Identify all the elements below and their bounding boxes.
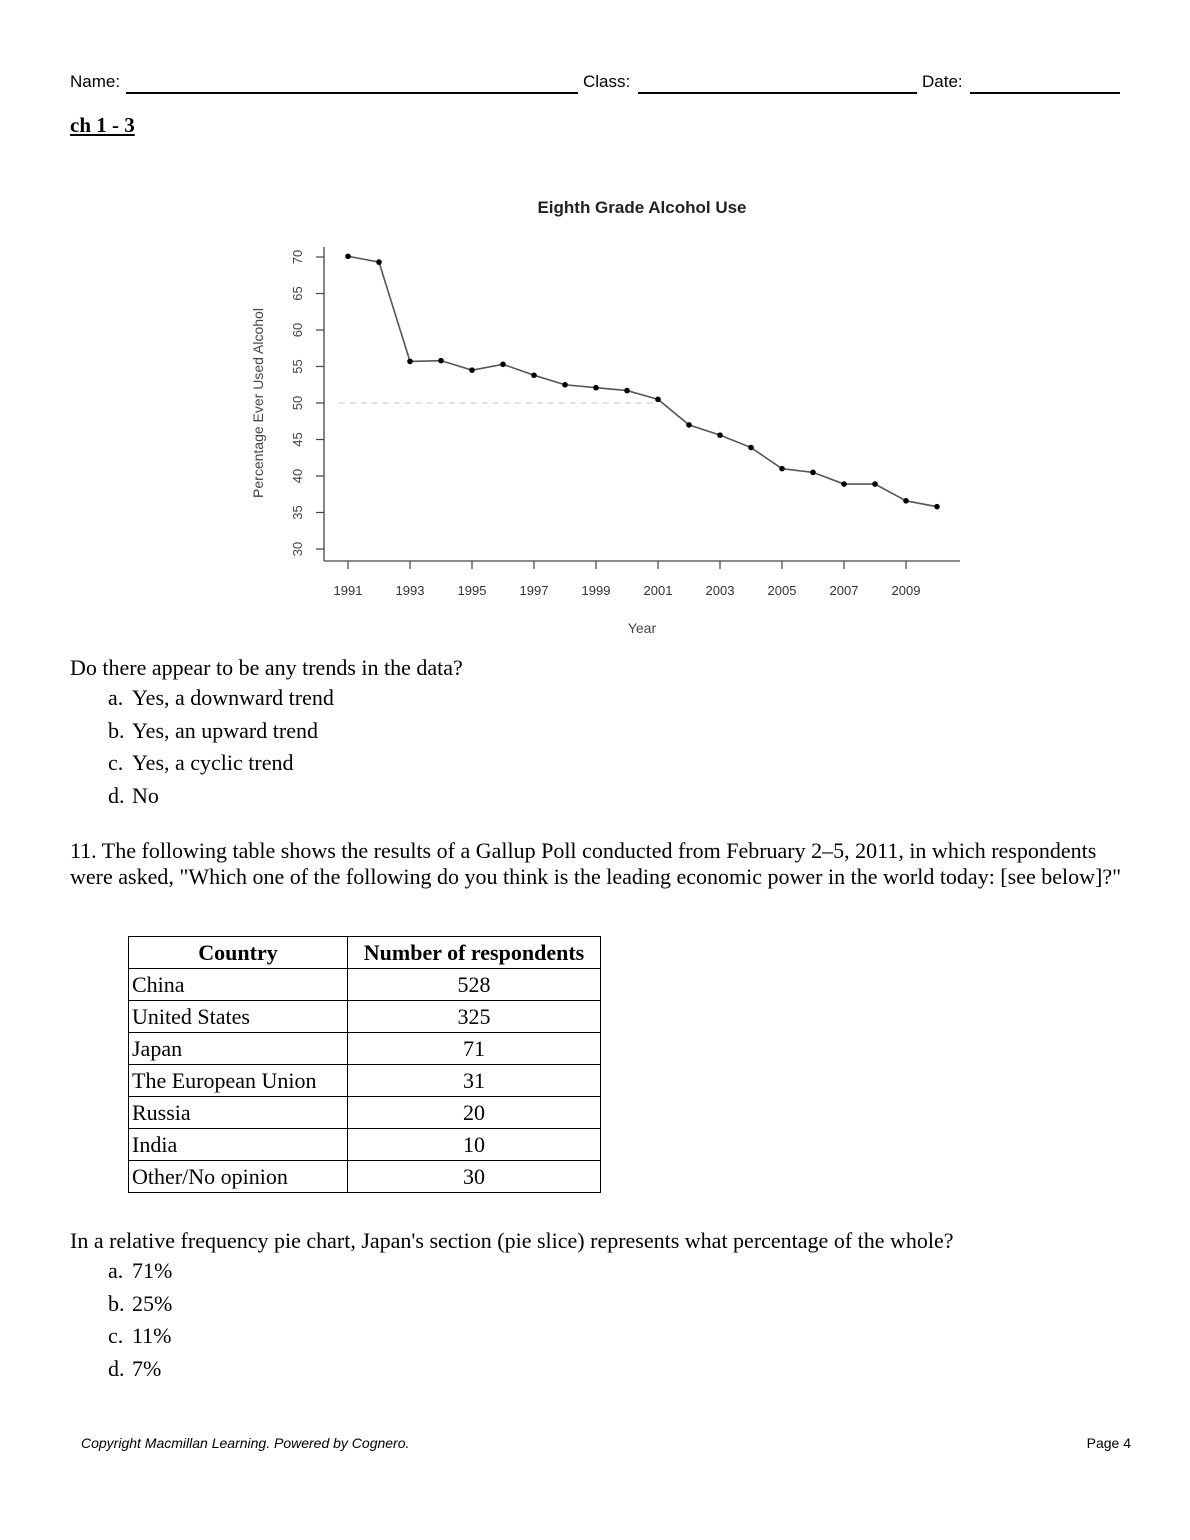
svg-text:1993: 1993 bbox=[395, 583, 425, 598]
country-cell: Other/No opinion bbox=[129, 1161, 348, 1193]
choice-c[interactable] bbox=[108, 750, 334, 783]
choice-letter: a. bbox=[108, 685, 124, 710]
country-cell: India bbox=[129, 1129, 348, 1161]
table-row bbox=[129, 1161, 601, 1193]
svg-text:55: 55 bbox=[290, 359, 305, 374]
choice-letter: d. bbox=[108, 1355, 125, 1381]
table-row bbox=[129, 1001, 601, 1033]
country-cell: Japan bbox=[129, 1033, 348, 1065]
page-number: Page 4 bbox=[1086, 1435, 1131, 1451]
class-label: Class: bbox=[583, 72, 631, 91]
column-header-country: Country bbox=[129, 937, 348, 969]
chart-y-axis-label: Percentage Ever Used Alcohol bbox=[250, 308, 266, 498]
svg-text:1995: 1995 bbox=[457, 583, 487, 598]
svg-text:1999: 1999 bbox=[581, 583, 611, 598]
choice-text: Yes, a downward trend bbox=[132, 685, 334, 710]
table-row bbox=[129, 1129, 601, 1161]
chart-x-axis-label: Year bbox=[627, 620, 657, 636]
question-11-choices bbox=[108, 1258, 172, 1388]
respondents-cell: 528 bbox=[348, 969, 601, 1001]
country-cell: Russia bbox=[129, 1097, 348, 1129]
svg-text:2001: 2001 bbox=[643, 583, 673, 598]
svg-text:70: 70 bbox=[290, 249, 305, 265]
choice-letter: b. bbox=[108, 1290, 125, 1316]
copyright-footer: Copyright Macmillan Learning. Powered by Cognero. bbox=[81, 1435, 410, 1451]
choice-text: 25% bbox=[132, 1290, 173, 1316]
choice-d[interactable] bbox=[108, 783, 334, 816]
respondents-cell: 71 bbox=[348, 1033, 601, 1065]
svg-text:45: 45 bbox=[290, 432, 305, 447]
choice-b[interactable] bbox=[108, 718, 334, 751]
table-row bbox=[129, 1065, 601, 1097]
table-row bbox=[129, 969, 601, 1001]
choice-b[interactable] bbox=[108, 1291, 172, 1324]
svg-text:2009: 2009 bbox=[891, 583, 921, 598]
svg-text:50: 50 bbox=[290, 395, 305, 411]
date-label: Date: bbox=[922, 72, 963, 91]
choice-a[interactable] bbox=[108, 685, 334, 718]
table-header-row bbox=[129, 937, 601, 969]
choice-letter: d. bbox=[108, 782, 125, 808]
choice-text: Yes, a cyclic trend bbox=[132, 750, 294, 776]
respondents-cell: 325 bbox=[348, 1001, 601, 1033]
poll-results-table bbox=[128, 936, 601, 1193]
question-10-choices bbox=[108, 685, 334, 815]
question-10-text: Do there appear to be any trends in the data? bbox=[70, 655, 463, 680]
chart-title: Eighth Grade Alcohol Use bbox=[537, 198, 747, 217]
question-11-text: In a relative frequency pie chart, Japan's section (pie slice) represents what percentage of the whole? bbox=[70, 1228, 954, 1253]
svg-text:2007: 2007 bbox=[829, 583, 859, 598]
respondents-cell: 10 bbox=[348, 1129, 601, 1161]
respondents-cell: 30 bbox=[348, 1161, 601, 1193]
svg-text:2005: 2005 bbox=[767, 583, 797, 598]
respondents-cell: 31 bbox=[348, 1065, 601, 1097]
table-row bbox=[129, 1033, 601, 1065]
choice-letter: c. bbox=[108, 1323, 124, 1349]
name-label: Name: bbox=[70, 72, 121, 91]
svg-text:40: 40 bbox=[290, 468, 305, 484]
choice-letter: a. bbox=[108, 1258, 124, 1283]
country-cell: China bbox=[129, 969, 348, 1001]
svg-text:35: 35 bbox=[290, 505, 305, 520]
choice-text: Yes, an upward trend bbox=[132, 717, 318, 743]
choice-text: 7% bbox=[132, 1355, 162, 1381]
table-row bbox=[129, 1097, 601, 1129]
choice-text: No bbox=[132, 782, 159, 808]
column-header-respondents: Number of respondents bbox=[348, 937, 601, 969]
choice-text: 71% bbox=[132, 1258, 173, 1283]
svg-text:1997: 1997 bbox=[519, 583, 549, 598]
date-field-line[interactable] bbox=[970, 92, 1120, 94]
choice-a[interactable] bbox=[108, 1258, 172, 1291]
country-cell: United States bbox=[129, 1001, 348, 1033]
section-title: ch 1 - 3 bbox=[70, 113, 135, 137]
choice-letter: c. bbox=[108, 750, 124, 776]
question-11-intro: 11. The following table shows the results of a Gallup Poll conducted from February 2–5, 2011, in which respondents were asked, "Which one of the following do you think is the leading economic power in the world today: [see below]?" bbox=[70, 838, 1122, 889]
respondents-cell: 20 bbox=[348, 1097, 601, 1129]
name-field-line[interactable] bbox=[126, 92, 578, 94]
choice-text: 11% bbox=[132, 1323, 172, 1349]
choice-letter: b. bbox=[108, 717, 125, 743]
svg-text:2003: 2003 bbox=[705, 583, 735, 598]
svg-text:60: 60 bbox=[290, 322, 305, 338]
chart-series-line bbox=[345, 253, 940, 509]
student-info-header bbox=[70, 70, 1120, 96]
svg-text:30: 30 bbox=[290, 541, 305, 557]
svg-text:1991: 1991 bbox=[333, 583, 363, 598]
choice-c[interactable] bbox=[108, 1323, 172, 1356]
svg-text:65: 65 bbox=[290, 286, 305, 301]
choice-d[interactable] bbox=[108, 1356, 172, 1389]
line-chart bbox=[240, 190, 980, 640]
class-field-line[interactable] bbox=[638, 92, 917, 94]
country-cell: The European Union bbox=[129, 1065, 348, 1097]
